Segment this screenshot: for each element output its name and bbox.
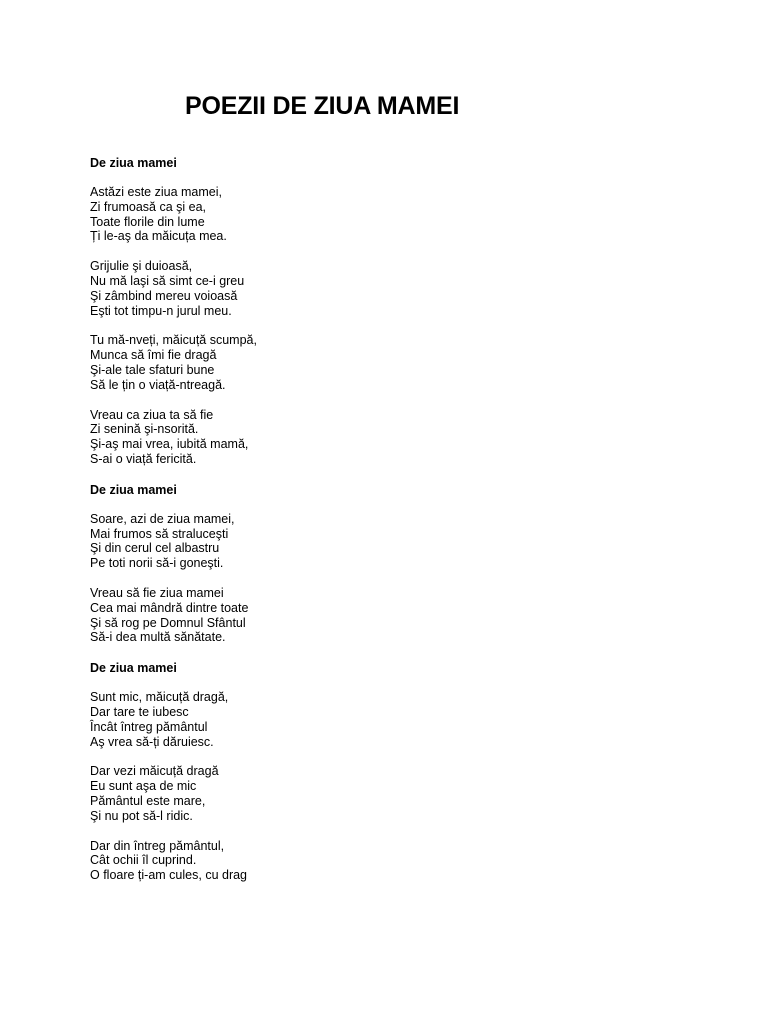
verse-line: Să-i dea multă sănătate. [90,630,226,645]
page-title: POEZII DE ZIUA MAMEI [185,92,460,120]
verse-line: Munca să îmi fie dragă [90,348,217,363]
verse-line: Şi-ale tale sfaturi bune [90,362,215,377]
verse-line: Şi să rog pe Domnul Sfântul [90,615,246,630]
verse-line: Cea mai mândră dintre toate [90,600,249,615]
verse-line: Vreau ca ziua ta să fie [90,407,214,422]
poem-heading: De ziua mamei [90,661,177,676]
stanza [90,333,650,392]
verse-line: Pe toti norii să-i goneşti. [90,556,224,571]
stanza [90,185,650,244]
poem-heading: De ziua mamei [90,156,177,170]
stanza [90,259,650,318]
verse-line: Dar vezi măicuță dragă [90,764,219,779]
verse-line: Să le țin o viață-ntreagă. [90,377,226,392]
verse-line: Aş vrea să-ți dăruiesc. [90,734,214,749]
verse-line: Eu sunt aşa de mic [90,779,197,794]
verse-line: Mai frumos să straluceşti [90,526,229,541]
verse-line: Grijulie şi duioasă, [90,259,193,274]
verse-line: Nu mă laşi să simt ce-i greu [90,273,245,288]
verse-line: Eşti tot timpu-n jurul meu. [90,303,232,318]
verse-line: Ți le-aş da măicuța mea. [90,229,227,244]
stanza [90,764,650,823]
poem-heading: De ziua mamei [90,482,177,497]
verse-line: Încât întreg pământul [90,719,208,734]
verse-line: Toate florile din lume [90,214,205,229]
stanza [90,512,650,571]
verse-line: Cât ochii îl cuprind. [90,853,197,868]
poem-1 [90,156,650,467]
verse-line: O floare ți-am cules, cu drag [90,868,248,883]
verse-line: Zi frumoasă ca şi ea, [90,199,207,214]
verse-line: S-ai o viață fericită. [90,451,197,466]
verse-line: Pământul este mare, [90,793,206,808]
poem-2 [90,483,650,645]
stanza [90,586,650,645]
verse-line: Vreau să fie ziua mamei [90,585,224,600]
verse-line: Şi din cerul cel albastru [90,541,220,556]
stanza [90,839,650,883]
verse-line: Şi-aş mai vrea, iubită mamă, [90,437,249,452]
stanza [90,408,650,467]
poem-3 [90,661,650,883]
poem-list [90,156,650,883]
verse-line: Dar tare te iubesc [90,704,189,719]
verse-line: Şi zâmbind mereu voioasă [90,288,238,303]
verse-line: Astăzi este ziua mamei, [90,185,222,199]
verse-line: Sunt mic, măicuță dragă, [90,690,229,705]
verse-line: Dar din întreg pământul, [90,838,225,853]
verse-line: Tu mă-nveți, măicuță scumpă, [90,333,257,348]
verse-line: Zi senină şi-nsorită. [90,422,199,437]
verse-line: Şi nu pot să-l ridic. [90,808,193,823]
stanza [90,690,650,749]
verse-line: Soare, azi de ziua mamei, [90,511,235,526]
